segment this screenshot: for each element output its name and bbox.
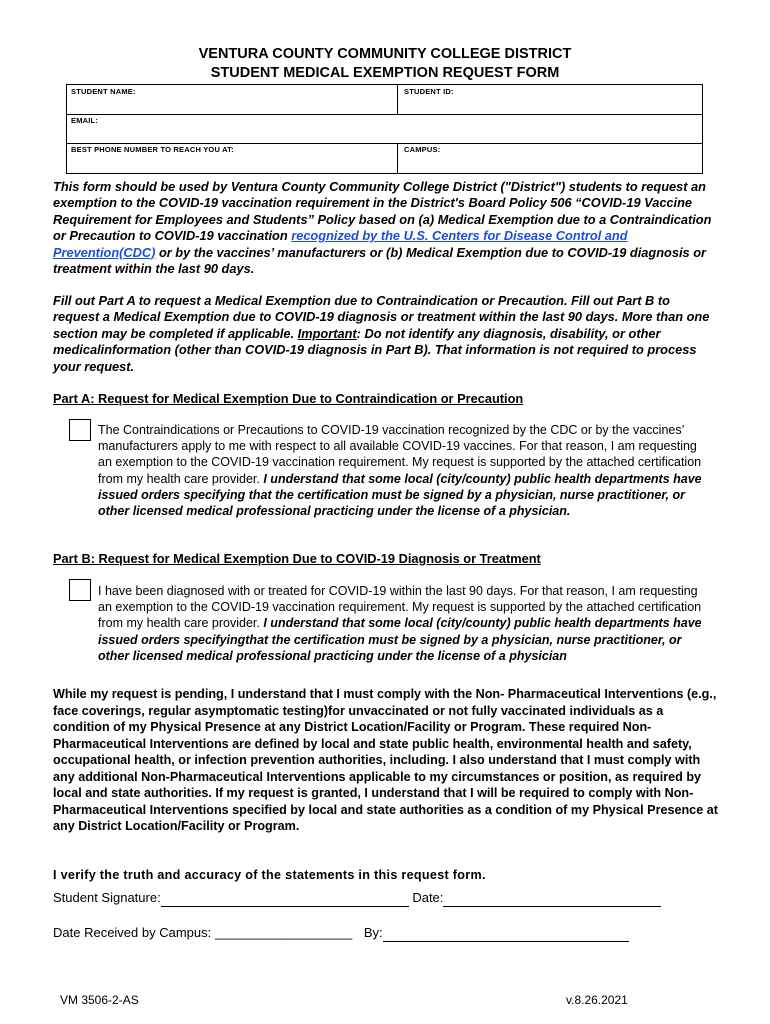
student-id-field[interactable]: STUDENT ID: bbox=[404, 87, 454, 96]
instructions-text-end: : Do not identify any diagnosis, disability, or other medicalinformation (other than COVID-19 diagnosis in Part B). That information is not required to process your request. bbox=[53, 325, 697, 374]
part-a-emphasis: I understand that some local (city/county) public health departments have issued orders specifying that the certification must be signed by a physician, nurse practitioner, or other licensed medical professional practicing under the license of a physician. bbox=[98, 471, 702, 519]
part-a-heading: Part A: Request for Medical Exemption Due to Contraindication or Precaution bbox=[53, 391, 524, 406]
student-info-grid bbox=[66, 84, 703, 174]
date-received-field[interactable]: ___________________ bbox=[214, 925, 353, 940]
instructions-paragraph bbox=[53, 293, 718, 375]
email-field[interactable]: EMAIL: bbox=[71, 116, 99, 125]
important-label: Important bbox=[297, 325, 357, 341]
campus-field[interactable]: CAMPUS: bbox=[404, 145, 441, 154]
date-field[interactable] bbox=[443, 890, 661, 907]
part-b-statement bbox=[98, 583, 710, 664]
date-received-label: Date Received by Campus: bbox=[53, 925, 212, 940]
part-a-checkbox[interactable] bbox=[69, 419, 91, 441]
student-name-field[interactable]: STUDENT NAME: bbox=[71, 87, 136, 96]
intro-text: This form should be used by Ventura County Community College District ("District") students to request an exemption to the COVID-19 vaccination requirement in the District's Board Policy 506 “COVID-19 Vaccine Requirement for Employees and Students” Policy based on (a) Medical Exemption due to a Contraindication or Precaution to COVID-19 vaccination bbox=[53, 179, 712, 244]
pending-paragraph: While my request is pending, I understand that I must comply with the Non- Pharmaceutical Interventions (e.g., face coverings, regular asymptomatic testing)for unvaccinated or not fully vaccinated individuals as a condition of my Physical Presence at any District Location/Facility or Program. These required Non-Pharmaceutical Interventions are defined by local and state public health, environmental health and safety, occupational health, or infection prevention authorities, including. I also understand that I must comply with any additional Non-Pharmaceutical Interventions applicable to my circumstances or position, as required by local and state authorities. If my request is granted, I understand that I will be required to comply with Non-Pharmaceutical Interventions specified by local and state authorities as a condition of my Physical Presence at any District Location/Facility or Program. bbox=[53, 687, 718, 833]
by-field[interactable] bbox=[383, 925, 629, 942]
verify-statement: I verify the truth and accuracy of the statements in this request form. bbox=[53, 868, 486, 882]
part-b-text: I have been diagnosed with or treated for COVID-19 within the last 90 days. For that reason, I am requesting an exemption to the COVID-19 vaccination requirement. My request is supported by the attached certification from my health care provider. bbox=[98, 584, 702, 631]
cdc-link[interactable]: recognized by the U.S. Centers for Disease Control and Prevention(CDC) bbox=[53, 228, 628, 260]
form-title: STUDENT MEDICAL EXEMPTION REQUEST FORM bbox=[210, 65, 560, 81]
by-label: By: bbox=[363, 925, 383, 940]
form-code: VM 3506-2-AS bbox=[60, 993, 139, 1007]
intro-text-end: or by the vaccines’ manufacturers or (b) Medical Exemption due to COVID-19 diagnosis or treatment within the last 90 days. bbox=[53, 244, 707, 277]
part-b-heading: Part B: Request for Medical Exemption Due to COVID-19 Diagnosis or Treatment bbox=[53, 551, 541, 566]
phone-field[interactable]: BEST PHONE NUMBER TO REACH YOU AT: bbox=[71, 145, 234, 154]
form-title-district: VENTURA COUNTY COMMUNITY COLLEGE DISTRICT bbox=[198, 46, 572, 62]
signature-row bbox=[53, 890, 661, 907]
date-received-row bbox=[53, 925, 629, 942]
part-b-emphasis: I understand that some local (city/county) public health departments have issued orders specifyingthat the certification must be signed by a physician, nurse practitioner, or other licensed medical professional practicing under the license of a physician bbox=[98, 616, 702, 663]
part-b-checkbox[interactable] bbox=[69, 579, 91, 601]
intro-paragraph bbox=[53, 179, 718, 277]
date-label: Date: bbox=[412, 890, 444, 905]
part-a-text: The Contraindications or Precautions to COVID-19 vaccination recognized by the CDC or by the vaccines’ manufacturers apply to me with respect to all available COVID-19 vaccines. For that reason, I am requesting an exemption to the COVID-19 vaccination requirement. My request is supported by the attached certification from my health care provider. bbox=[98, 423, 702, 486]
part-a-statement bbox=[98, 422, 710, 519]
form-version: v.8.26.2021 bbox=[566, 993, 628, 1007]
student-signature-field[interactable] bbox=[161, 890, 409, 907]
instructions-text: Fill out Part A to request a Medical Exemption due to Contraindication or Precaution. Fill out Part B to request a Medical Exemption due to COVID-19 diagnosis or treatment within the last 90 days. More than one section may be completed if applicable. bbox=[53, 293, 710, 341]
student-signature-label: Student Signature: bbox=[53, 890, 161, 905]
